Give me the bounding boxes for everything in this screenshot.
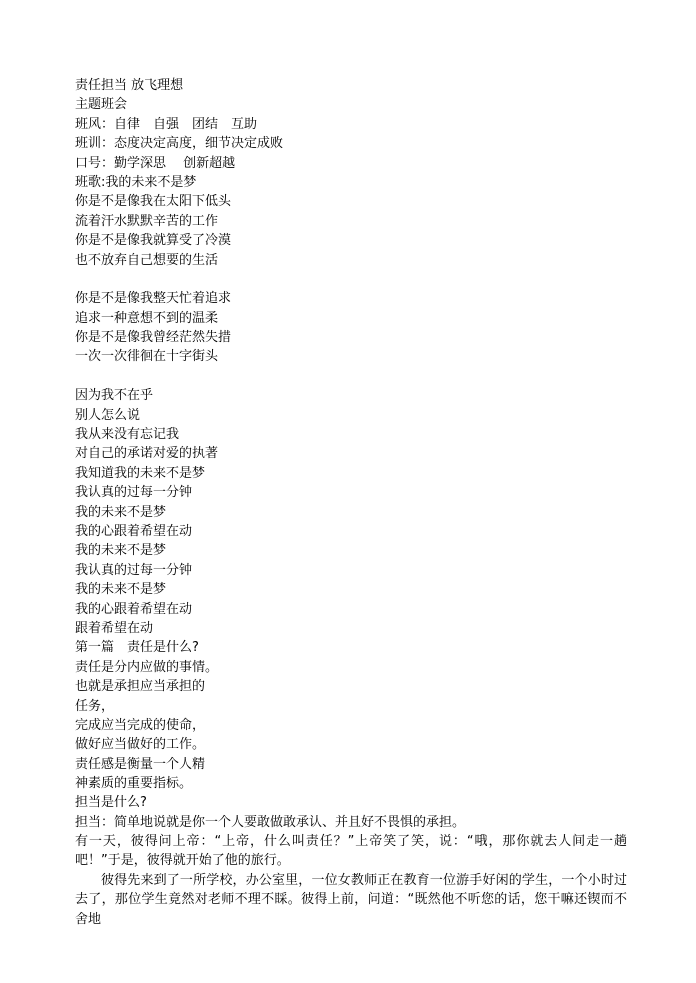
lyric-line: 你是不是像我在太阳下低头: [75, 194, 232, 210]
doc-subtitle: 主题班会: [75, 97, 128, 113]
lyric-line: 我认真的过每一分钟: [75, 485, 193, 501]
lyric-line: 我的心跟着希望在动: [75, 601, 193, 617]
lyric-line: 我的未来不是梦: [75, 504, 167, 520]
document-body: [75, 76, 627, 832]
lyric-line: 跟着希望在动: [75, 620, 154, 636]
story-paragraph: 有一天，彼得问上帝：“上帝，什么叫责任？”上帝笑了笑，说：“哦，那你就去人间走一趟吧！”于是，彼得就开始了他的旅行。: [75, 834, 627, 869]
text-line: 也就是承担应当承担的: [75, 679, 206, 695]
lyric-line: 流着汗水默默辛苦的工作: [75, 213, 219, 229]
lyric-line: 我从来没有忘记我: [75, 427, 180, 443]
slogan-line: 口号：勤学深思 创新超越: [75, 155, 236, 171]
text-line: 任务，: [75, 698, 115, 714]
lyric-line: 你是不是像我就算受了冷漠: [75, 233, 232, 249]
blank-line: [75, 367, 627, 386]
lyric-line: 我的心跟着希望在动: [75, 523, 193, 539]
lyric-line: 我知道我的未来不是梦: [75, 465, 206, 481]
class-motto-line: 班训：态度决定高度，细节决定成败: [75, 136, 284, 152]
lyric-line: 我的未来不是梦: [75, 582, 167, 598]
lyric-line: 你是不是像我整天忙着追求: [75, 291, 232, 307]
lyric-line: 别人怎么说: [75, 407, 141, 423]
lyric-line: 因为我不在乎: [75, 388, 154, 404]
section-heading: 第一篇 责任是什么?: [75, 640, 199, 656]
lyric-line: 一次一次徘徊在十字街头: [75, 349, 219, 365]
text-line: 担当是什么?: [75, 795, 147, 811]
lyric-line: 我的未来不是梦: [75, 543, 167, 559]
doc-title: 责任担当 放飞理想: [75, 78, 184, 93]
blank-line: [75, 270, 627, 289]
text-line: 完成应当完成的使命，: [75, 717, 206, 733]
lyric-line: 你是不是像我曾经茫然失措: [75, 330, 232, 346]
text-line: 担当：简单地说就是你一个人要敢做敢承认、并且好不畏惧的承担。: [75, 814, 466, 830]
story-paragraph: 彼得先来到了一所学校，办公室里，一位女教师正在教育一位游手好闲的学生，一个小时过去了，那位学生竟然对老师不理不睬。彼得上前，问道：“既然他不听您的话，您干嘛还锲而不舍地: [75, 873, 627, 927]
class-song-line: 班歌:我的未来不是梦: [75, 174, 197, 190]
lyric-line: 追求一种意想不到的温柔: [75, 310, 219, 326]
lyric-line: 对自己的承诺对爱的执著: [75, 446, 219, 462]
text-line: 做好应当做好的工作。: [75, 737, 206, 753]
text-line: 神素质的重要指标。: [75, 776, 193, 792]
text-line: 责任是分内应做的事情。: [75, 659, 219, 675]
class-style-line: 班风：自律 自强 团结 互助: [75, 116, 258, 132]
lyric-line: 我认真的过每一分钟: [75, 562, 193, 578]
lyric-line: 也不放弃自己想要的生活: [75, 252, 219, 268]
text-line: 责任感是衡量一个人精: [75, 756, 206, 772]
